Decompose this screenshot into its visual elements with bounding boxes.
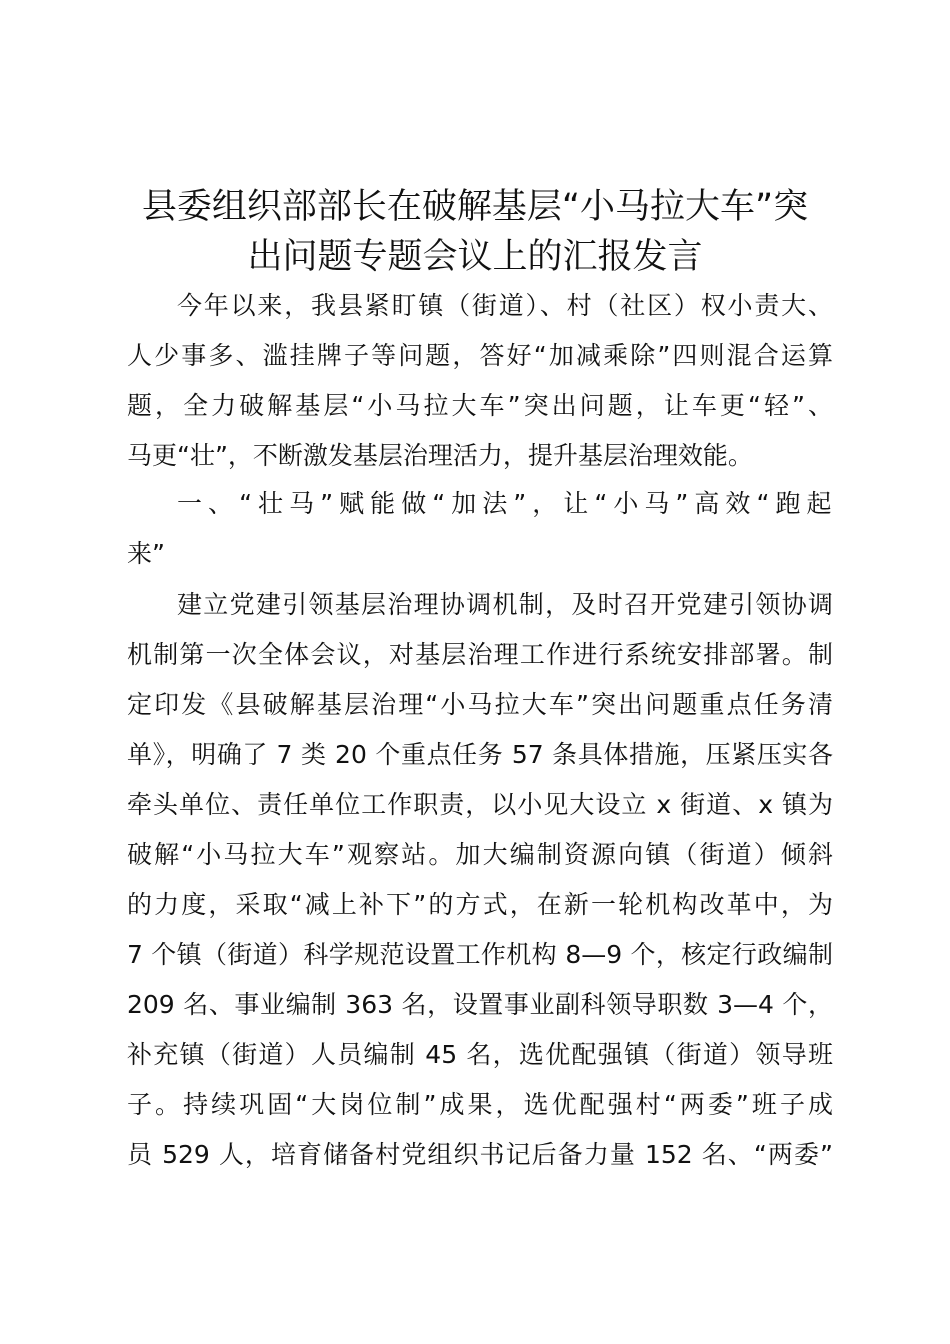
section-1-line-7: 的力度，采取“减上补下”的方式，在新一轮机构改革中，为 bbox=[127, 890, 833, 919]
section-1-line-10: 补充镇（街道）人员编制 45 名，选优配强镇（街道）领导班 bbox=[127, 1040, 833, 1069]
section-1-line-2: 机制第一次全体会议，对基层治理工作进行系统安排部署。制 bbox=[127, 640, 833, 669]
intro-line-1: 今年以来，我县紧盯镇（街道）、村（社区）权小责大、 bbox=[177, 291, 833, 320]
section-1-line-1: 建立党建引领基层治理协调机制，及时召开党建引领协调 bbox=[177, 590, 833, 619]
section-1-heading-line-1: 一、“壮马”赋能做“加法”，让“小马”高效“跑起 bbox=[177, 489, 833, 518]
section-1-line-6: 破解“小马拉大车”观察站。加大编制资源向镇（街道）倾斜 bbox=[127, 840, 833, 869]
section-1-line-12: 员 529 人，培育储备村党组织书记后备力量 152 名、“两委” bbox=[127, 1140, 833, 1169]
section-1-line-5: 牵头单位、责任单位工作职责，以小见大设立 x 街道、x 镇为 bbox=[127, 790, 833, 819]
section-1-line-9: 209 名、事业编制 363 名，设置事业副科领导职数 3—4 个， bbox=[127, 990, 833, 1019]
section-1-line-4: 单》，明确了 7 类 20 个重点任务 57 条具体措施，压紧压实各 bbox=[127, 740, 833, 769]
section-1-heading-line-2: 来” bbox=[127, 539, 165, 568]
intro-paragraph bbox=[127, 281, 833, 481]
document-title bbox=[110, 182, 840, 282]
title-line-1: 县委组织部部长在破解基层“小马拉大车”突 bbox=[141, 187, 809, 227]
intro-line-4: 马更“壮”，不断激发基层治理活力，提升基层治理效能。 bbox=[127, 441, 753, 470]
intro-line-2: 人少事多、滥挂牌子等问题，答好“加减乘除”四则混合运算 bbox=[127, 341, 833, 370]
section-1-line-8: 7 个镇（街道）科学规范设置工作机构 8—9 个，核定行政编制 bbox=[127, 940, 833, 969]
section-1-line-11: 子。持续巩固“大岗位制”成果，选优配强村“两委”班子成 bbox=[127, 1090, 833, 1119]
section-1-paragraph bbox=[127, 580, 833, 1180]
intro-line-3: 题，全力破解基层“小马拉大车”突出问题，让车更“轻”、 bbox=[127, 391, 833, 420]
section-1-line-3: 定印发《县破解基层治理“小马拉大车”突出问题重点任务清 bbox=[127, 690, 833, 719]
section-1-heading bbox=[127, 479, 833, 579]
title-line-2: 出问题专题会议上的汇报发言 bbox=[247, 237, 703, 277]
